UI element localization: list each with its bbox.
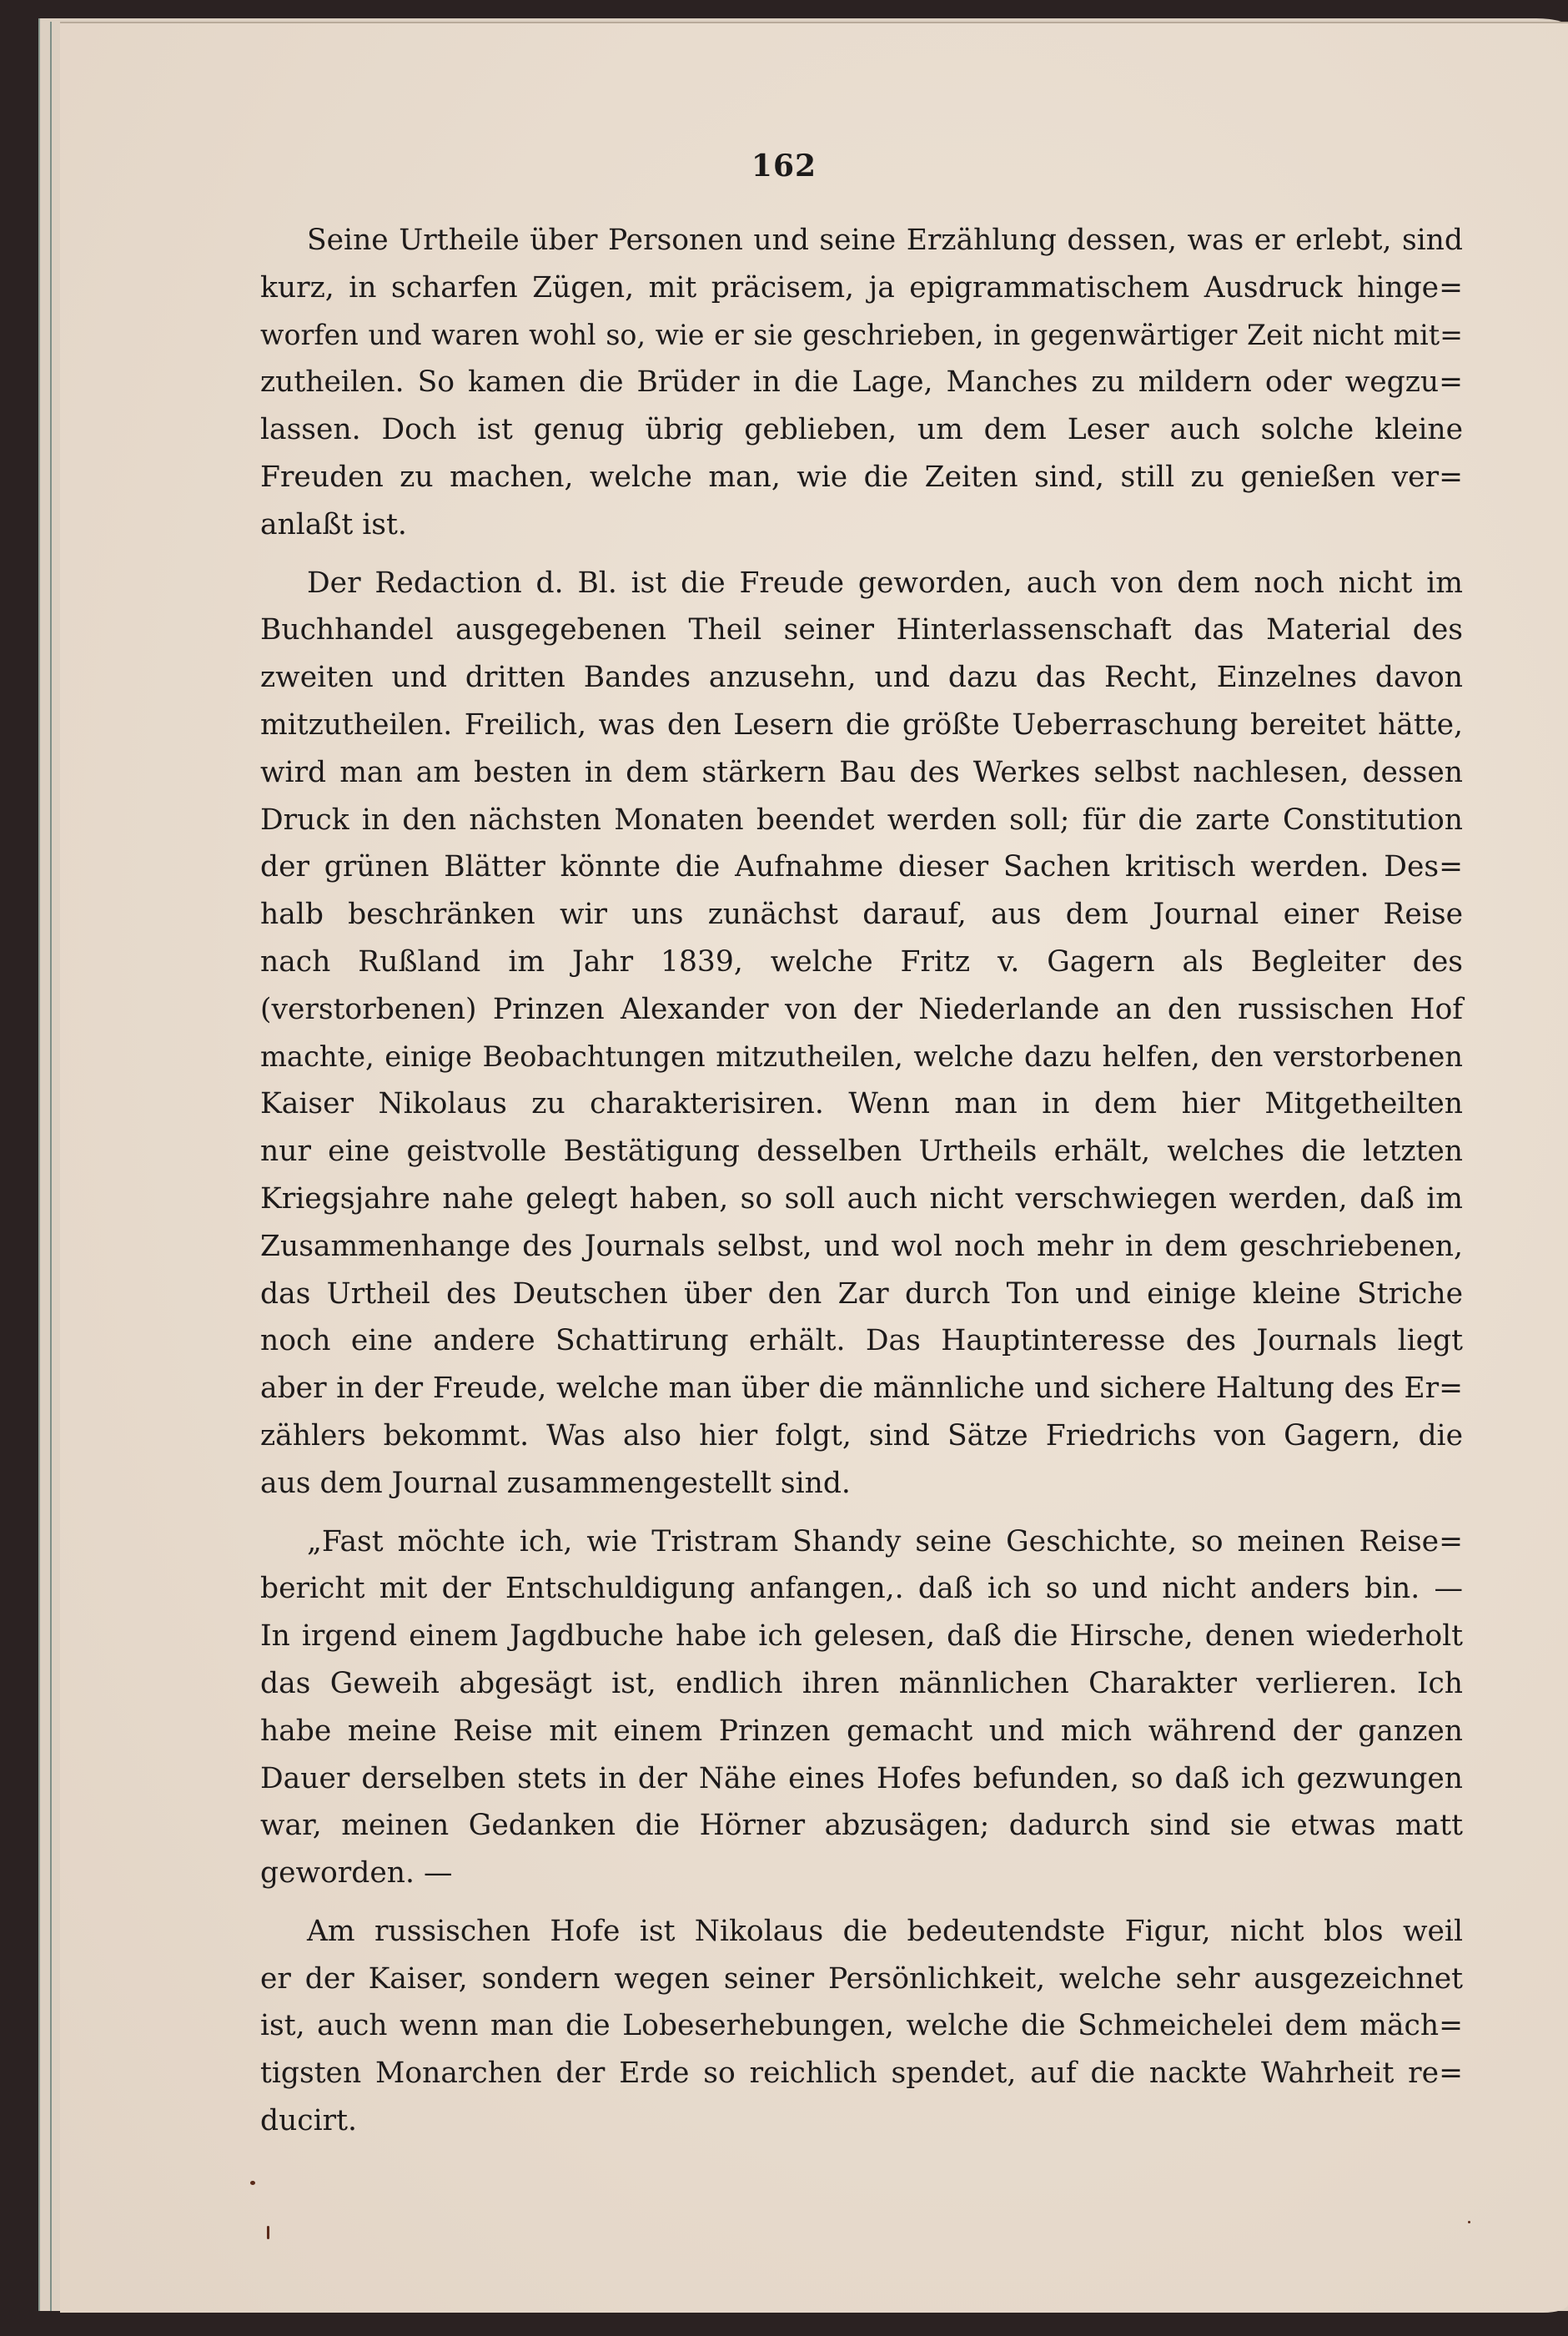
text-line: wird man am besten in dem stärkern Bau des Werkes selbst nachlesen, dessen	[260, 755, 1463, 789]
text-line: Freuden zu machen, welche man, wie die Zeiten sind, still zu genießen ver=	[260, 460, 1463, 494]
text-line: anlaßt ist.	[260, 507, 407, 541]
text-line: zählers bekommt. Was also hier folgt, sind Sätze Friedrichs von Gagern, die	[260, 1418, 1463, 1452]
text-line: Seine Urtheile über Personen und seine Erzählung dessen, was er erlebt, sind	[307, 224, 1463, 257]
text-line: Am russischen Hofe ist Nikolaus die bedeutendste Figur, nicht blos weil	[307, 1914, 1463, 1948]
text-line: Der Redaction d. Bl. ist die Freude geworden, auch von dem noch nicht im	[307, 566, 1463, 600]
text-line: er der Kaiser, sondern wegen seiner Persönlichkeit, welche sehr ausgezeichnet	[260, 1961, 1463, 1996]
text-line: machte, einige Beobachtungen mitzutheilen, welche dazu helfen, den verstorbenen	[260, 1040, 1463, 1073]
text-line: (verstorbenen) Prinzen Alexander von der Niederlande an den russischen Hof	[260, 992, 1463, 1026]
page-edge-line	[50, 22, 52, 2311]
text-line: ducirt.	[260, 2104, 357, 2138]
text-line: nach Rußland im Jahr 1839, welche Fritz v. Gagern als Begleiter des	[260, 944, 1463, 979]
paragraph	[260, 1908, 1463, 2145]
text-line: Kriegsjahre nahe gelegt haben, so soll auch nicht verschwiegen werden, daß im	[260, 1181, 1463, 1216]
text-line: Dauer derselben stets in der Nähe eines Hofes befunden, so daß ich gezwungen	[260, 1761, 1463, 1795]
text-line: das Geweih abgesägt ist, endlich ihren männlichen Charakter verlieren. Ich	[260, 1666, 1463, 1700]
text-line: nur eine geistvolle Bestätigung desselben Urtheils erhält, welches die letzten	[260, 1135, 1463, 1169]
text-line: Buchhandel ausgegebenen Theil seiner Hinterlassenschaft das Material des	[260, 613, 1463, 647]
paragraph	[260, 560, 1463, 1508]
text-line: der grünen Blätter könnte die Aufnahme dieser Sachen kritisch werden. Des=	[260, 850, 1463, 884]
text-line: worfen und waren wohl so, wie er sie geschrieben, in gegenwärtiger Zeit nicht mit=	[260, 318, 1463, 351]
paragraph	[260, 217, 1463, 549]
text-line: lassen. Doch ist genug übrig geblieben, um dem Leser auch solche kleine	[260, 413, 1463, 447]
paper-speck	[250, 2181, 255, 2185]
text-line: Kaiser Nikolaus zu charakterisiren. Wenn man in dem hier Mitgetheilten	[260, 1087, 1463, 1121]
page-number: 162	[751, 149, 817, 184]
text-line: aber in der Freude, welche man über die männliche und sichere Haltung des Er=	[260, 1372, 1463, 1406]
text-line: ist, auch wenn man die Lobeserhebungen, welche die Schmeichelei dem mäch=	[260, 2009, 1463, 2043]
text-line: halb beschränken wir uns zunächst darauf, aus dem Journal einer Reise	[260, 898, 1463, 932]
text-line: In irgend einem Jagdbuche habe ich gelesen, daß die Hirsche, denen wiederholt	[260, 1619, 1463, 1654]
text-line: zweiten und dritten Bandes anzusehn, und dazu das Recht, Einzelnes davon	[260, 661, 1463, 695]
text-line: „Fast möchte ich, wie Tristram Shandy seine Geschichte, so meinen Reise=	[307, 1524, 1463, 1558]
paper-speck	[267, 2226, 269, 2239]
text-line: aus dem Journal zusammengestellt sind.	[260, 1466, 851, 1500]
text-line: kurz, in scharfen Zügen, mit präcisem, ja epigrammatischem Ausdruck hinge=	[260, 270, 1463, 305]
text-line: tigsten Monarchen der Erde so reichlich spendet, auf die nackte Wahrheit re=	[260, 2057, 1463, 2091]
text-line: war, meinen Gedanken die Hörner abzusägen; dadurch sind sie etwas matt	[260, 1809, 1463, 1843]
text-line: Zusammenhange des Journals selbst, und wol noch mehr in dem geschriebenen,	[260, 1229, 1463, 1263]
text-line: bericht mit der Entschuldigung anfangen,. daß ich so und nicht anders bin. —	[260, 1572, 1463, 1606]
text-line: habe meine Reise mit einem Prinzen gemacht und mich während der ganzen	[260, 1714, 1463, 1748]
paper-speck	[1468, 2221, 1470, 2223]
text-line: das Urtheil des Deutschen über den Zar durch Ton und einige kleine Striche	[260, 1276, 1463, 1311]
text-line: geworden. —	[260, 1856, 453, 1890]
text-line: noch eine andere Schattirung erhält. Das Hauptinteresse des Journals liegt	[260, 1324, 1463, 1358]
paragraph	[260, 1518, 1463, 1897]
text-line: Druck in den nächsten Monaten beendet werden soll; für die zarte Constitution	[260, 803, 1463, 837]
text-line: zutheilen. So kamen die Brüder in die Lage, Manches zu mildern oder wegzu=	[260, 365, 1463, 400]
text-line: mitzutheilen. Freilich, was den Lesern die größte Ueberraschung bereitet hätte,	[260, 707, 1463, 742]
body-text	[260, 217, 1463, 2156]
